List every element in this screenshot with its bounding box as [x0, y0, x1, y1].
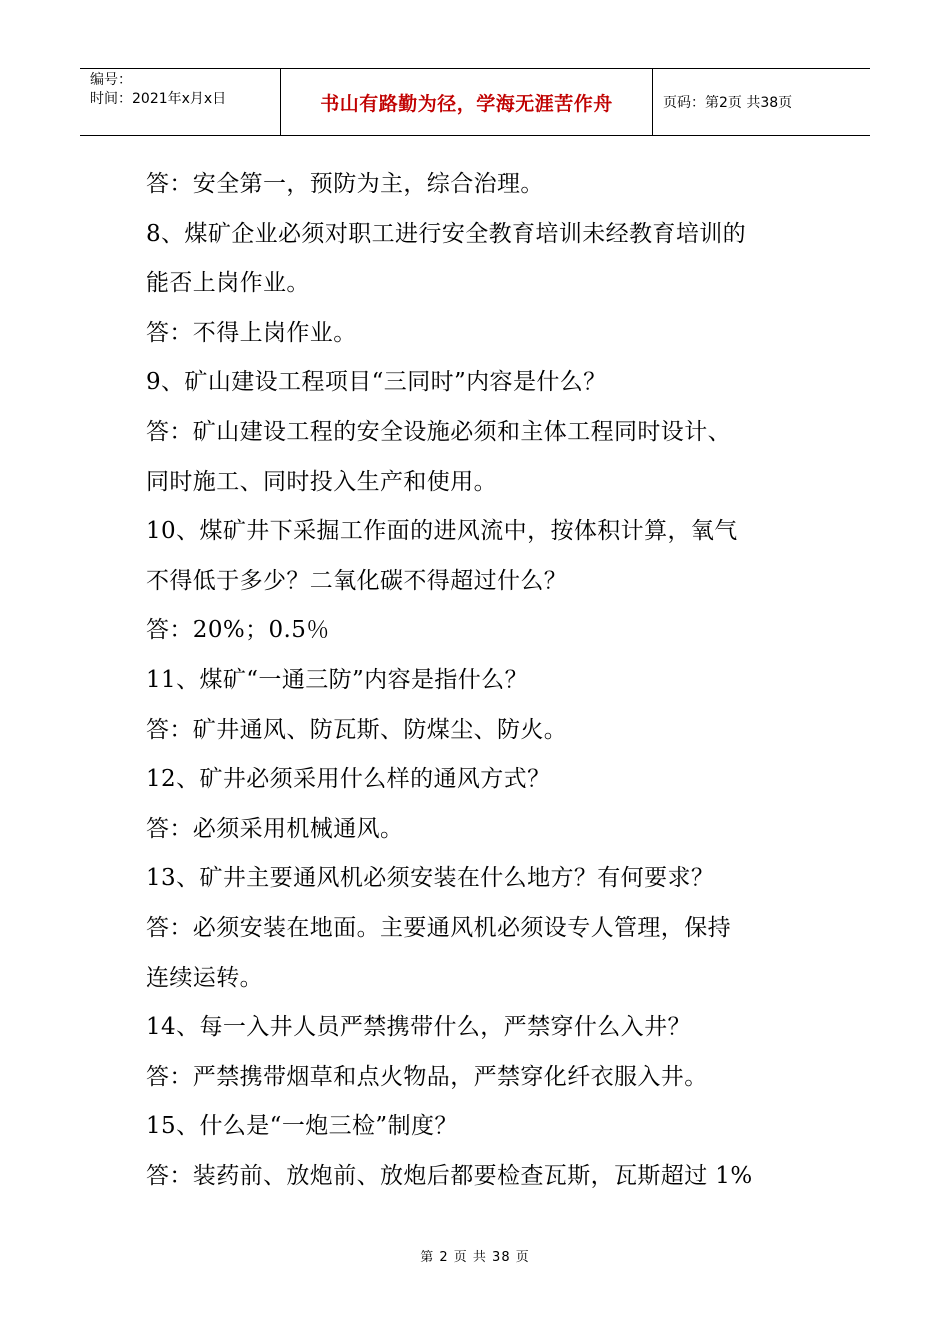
text-line: 答：不得上岗作业。: [146, 319, 357, 346]
document-body: [146, 160, 826, 1201]
text-line: 11、煤矿“一通三防”内容是指什么？: [146, 666, 528, 693]
header-motto: 书山有路勤为径，学海无涯苦作舟: [281, 69, 653, 135]
text-line: 答：装药前、放炮前、放炮后都要检查瓦斯，瓦斯超过 1%: [146, 1162, 753, 1189]
number-label: 编号：: [90, 72, 132, 88]
text-line: 答：20%；0.5％: [146, 617, 330, 644]
text-line: 答：严禁携带烟草和点火物品，严禁穿化纤衣服入井。: [146, 1063, 708, 1090]
header-page-info: 页码：第2页 共38页: [663, 95, 793, 111]
text-line: 不得低于多少？二氧化碳不得超过什么？: [146, 567, 568, 594]
text-line: 13、矿井主要通风机必须安装在什么地方？有何要求？: [146, 865, 715, 892]
text-line: 答：必须采用机械通风。: [146, 815, 404, 842]
header-meta: [80, 69, 281, 135]
text-line: 能否上岗作业。: [146, 270, 310, 297]
text-line: 10、煤矿井下采掘工作面的进风流中，按体积计算，氧气: [146, 518, 738, 545]
text-line: 答：必须安装在地面。主要通风机必须设专人管理，保持: [146, 914, 731, 941]
page-footer: 第 2 页 共 38 页: [420, 1250, 530, 1265]
page-header: [80, 68, 870, 136]
text-line: 连续运转。: [146, 964, 263, 991]
text-line: 14、每一入井人员严禁携带什么，严禁穿什么入井？: [146, 1014, 691, 1041]
text-line: 答：矿山建设工程的安全设施必须和主体工程同时设计、: [146, 418, 731, 445]
text-line: 同时施工、同时投入生产和使用。: [146, 468, 497, 495]
text-line: 答：安全第一，预防为主，综合治理。: [146, 171, 544, 197]
text-line: 答：矿井通风、防瓦斯、防煤尘、防火。: [146, 716, 568, 743]
text-line: 8、煤矿企业必须对职工进行安全教育培训未经教育培训的: [146, 220, 747, 247]
text-line: 9、矿山建设工程项目“三同时”内容是什么？: [146, 369, 607, 396]
text-line: 12、矿井必须采用什么样的通风方式？: [146, 766, 551, 793]
text-line: 15、什么是“一炮三检”制度？: [146, 1113, 458, 1140]
time-label: 时间：2021年x月x日: [90, 91, 227, 107]
